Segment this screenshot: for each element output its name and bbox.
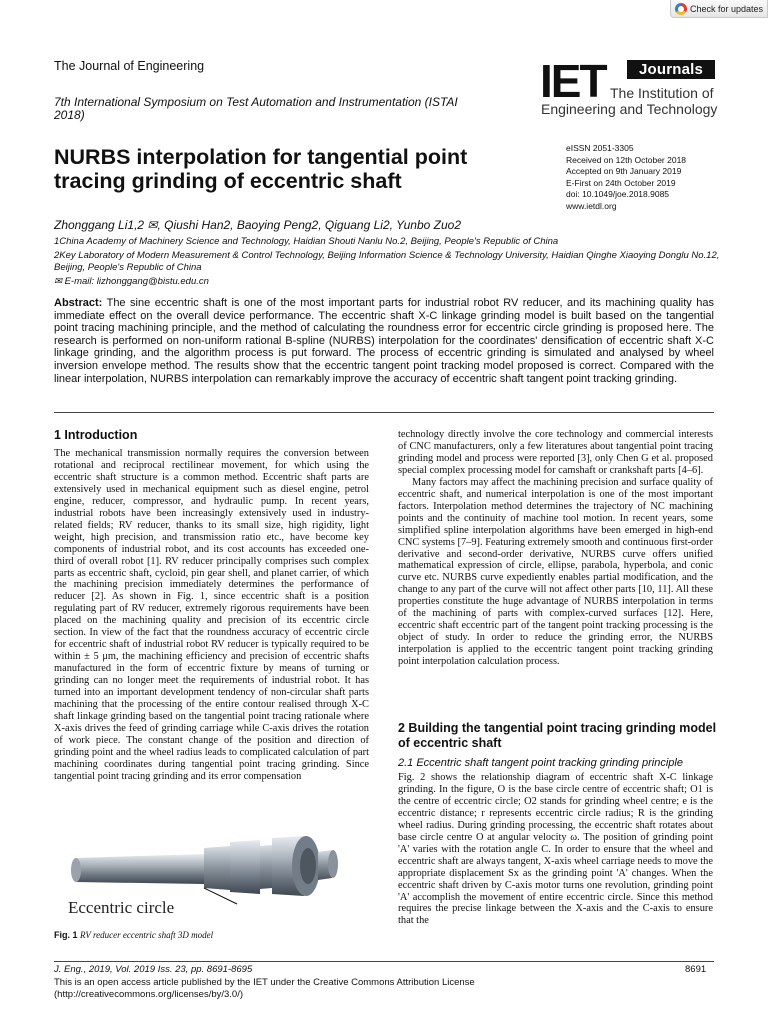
- doi-link[interactable]: doi: 10.1049/joe.2018.9085: [566, 189, 670, 199]
- affiliation-2: 2Key Laboratory of Modern Measurement & Control Technology, Beijing Information Science & Technology University, Haidian Qinghe Xiaoying Donglu No.12, Beijing, People's Republic of China: [54, 250, 720, 273]
- crossmark-icon: [675, 3, 687, 15]
- efirst-date: E-First on 24th October 2019: [566, 177, 676, 188]
- iet-name-line1: The Institution of: [610, 85, 714, 101]
- shaft-body: [71, 836, 338, 896]
- received-date: Received on 12th October 2018: [566, 154, 687, 165]
- iet-journals-label: Journals: [627, 60, 715, 79]
- footer-license: [54, 977, 574, 1001]
- figure-1-callout-label: Eccentric circle: [68, 898, 175, 917]
- symposium-name: 7th International Symposium on Test Automation and Instrumentation (ISTAI 2018): [54, 95, 458, 122]
- article-title: NURBS interpolation for tangential point tracing grinding of eccentric shaft: [54, 145, 468, 193]
- grinding-principle-paragraph: Fig. 2 shows the relationship diagram of eccentric shaft X-C linkage grinding. In the figure, O is the base circle centre of eccentric shaft; O1 is the centre of eccentric circle; O2 stands for grinding wheel centre; e is the eccentric distance; r represents eccentric circle radius; R is the grinding wheel radius. During grinding processing, the eccentric shaft rotates about base circle centre O at angular velocity ω. The position of grinding point 'A' varies with the rotation angle C. In order to ensure that the wheel and eccentric shaft are always tangent, X-axis wheel carriage needs to move the appropriate displacement Sx as the grinding point 'A' changes. When the eccentric shaft driven by C-axis motor turns one revolution, grinding point 'A' accomplish the movement of entire eccentric circle. Since this method requires the precise linkage between the X-axis and the C-axis to ensure that the: [398, 772, 713, 927]
- divider-bottom: [54, 961, 714, 962]
- accepted-date: Accepted on 9th January 2019: [566, 166, 682, 176]
- divider-top: [54, 412, 714, 413]
- article-metadata: [566, 143, 686, 212]
- abstract-text: The sine eccentric shaft is one of the most important parts for industrial robot RV reducer, and its machining quality has immediate effect on the overall device performance. The eccentric shaft X-C linkage grinding model is built based on the tangential point tracing machining principle, and the method of calculating the roundness error for eccentric circle grinding is proposed here. The research is performed on non-uniform rational B-spline (NURBS) interpolation for the coordinates' densification of eccentric shaft X-C linkage grinding, and the algorithm process is put forward. The process of eccentric grinding is simulated and analysed by wheel inversion envelope method. The results show that the eccentric tangent point tracking model proposed is correct. Compared with the linear interpolation, NURBS interpolation can remarkably improve the accuracy of eccentric shaft tangent point tracking grinding.: [54, 297, 715, 385]
- section-2-heading: 2 Building the tangential point tracing grinding model of eccentric shaft: [398, 721, 717, 750]
- author-list: Zhonggang Li1,2 ✉, Qiushi Han2, Baoying Peng2, Qiguang Li2, Yunbo Zuo2: [54, 218, 462, 232]
- eissn: eISSN 2051-3305: [566, 143, 634, 153]
- intro-paragraph: The mechanical transmission normally requires the conversion between rotational and reciprocal rectilinear movement, for which using the eccentric shaft structure is a common method. Eccentric shaft parts are extensively used in mechanical equipment such as diesel engine, petrol engine, reducer, compressor, and hydraulic pump. In recent years, industrial robots have been increasingly extensively used in industry-related fields; RV reducer, thanks to its small size, high rigidity, light weight, high precision, and transmission ratio etc., have become key components of industrial robot, and its cost accounts has exceeded one-third of overall robot [1]. RV reducer principally comprises such complex parts as eccentric shaft, cycloid, pin gear shell, and planet carrier, of which the machining precision immediately determines the performance of reducer [2]. As shown in Fig. 1, since eccentric shaft is a position regulating part of RV reducer, extremely rigorous requirements have been placed on the machining quality and precision of its eccentric circle section. In view of the fact that the roundness accuracy of eccentric circle for eccentric shaft of industrial robot RV reducer is typically required to be within ± 5 μm, the machining efficiency and precision of eccentric shafts manufactured in the form of eccentric fixture by means of turning or grinding can no longer meet the requirements of industrial robot. It has turned into an important development tendency of non-circular shaft parts machining that the processing of the entire contour realised through X-C shaft linkage grinding based on the tangential point tracing rationale where X-axis drives the feed of grinding carriage while C-axis drives the rotation of work piece. The constant change of the position and direction of grinding point and the wheel radius leads to complicated calculation of part machining coordinates during tangential point tracing grinding. Since tangential point tracing grinding and its error compensation: [54, 448, 369, 782]
- check-for-updates-button[interactable]: [670, 0, 768, 18]
- intro-paragraph-continued: technology directly involve the core technology and commercial interests of CNC manufacturers, only a few literatures about tangential point tracing grinding model and process were reported [3], only Chen G et al. proposed special complex processing model for camshaft or crankshaft parts [4–6].: [398, 429, 713, 476]
- abstract: [54, 297, 714, 385]
- left-column-text: [54, 448, 369, 783]
- journal-name: The Journal of Engineering: [54, 59, 205, 73]
- affiliation-1: 1China Academy of Machinery Science and Technology, Haidian Shouti Nanlu No.2, Beijing, People's Republic of China: [54, 236, 559, 247]
- abstract-label: Abstract:: [54, 297, 103, 309]
- right-column-text-upper: [398, 429, 713, 668]
- figure-1-caption: [54, 930, 213, 940]
- check-for-updates-label: Check for updates: [690, 3, 764, 14]
- license-statement: This is an open access article published by the IET under the Creative Commons Attribution License: [54, 977, 475, 988]
- right-column-text-lower: [398, 772, 713, 927]
- figure-1-number: Fig. 1: [54, 930, 78, 940]
- figure-1-caption-text: RV reducer eccentric shaft 3D model: [80, 930, 214, 940]
- ietdl-link[interactable]: www.ietdl.org: [566, 200, 617, 211]
- page-number: 8691: [685, 964, 707, 975]
- iet-name-line2: Engineering and Technology: [541, 101, 718, 117]
- section-1-heading: 1 Introduction: [54, 428, 138, 442]
- footer-citation-text: J. Eng., 2019, Vol. 2019 Iss. 23, pp. 8691-8695: [54, 964, 253, 975]
- footer-citation: [54, 964, 252, 975]
- corresponding-email[interactable]: ✉ E-mail: lizhonggang@bistu.edu.cn: [54, 276, 209, 287]
- interpolation-paragraph: Many factors may affect the machining precision and surface quality of eccentric shaft, and numerical interpolation is one of the most important factors. Interpolation method determines the trajectory of NC machining points and the continuity of machine tool motion. In recent years, some simplified spline interpolation algorithms have been emerged in high-end CNC systems [7–9]. Featuring extremely smooth and continuous first-order derivative and second-order derivative, NURBS curve offers unified mathematical expression of circle, ellipse, parabola, hyperbola, and conic curve etc. NURBS curve expediently enables partial modification, and the change to any part of the curve will not affect other parts [10, 11]. All these properties constitute the huge advantage of NURBS interpolation in terms of the machining of parts with complex-curved surfaces [12]. Here, eccentric shaft eccentric part of the tangent point tracking processing is the object of study. In order to reduce the grinding error, the NURBS interpolation is applied to the eccentric tangent point tracking grinding point interpolation calculation process.: [398, 476, 713, 668]
- iet-mark-text: IET: [540, 57, 606, 107]
- license-url[interactable]: (http://creativecommons.org/licenses/by/3.0/): [54, 989, 244, 1000]
- subsection-2-1-heading: 2.1 Eccentric shaft tangent point tracking grinding principle: [398, 757, 683, 769]
